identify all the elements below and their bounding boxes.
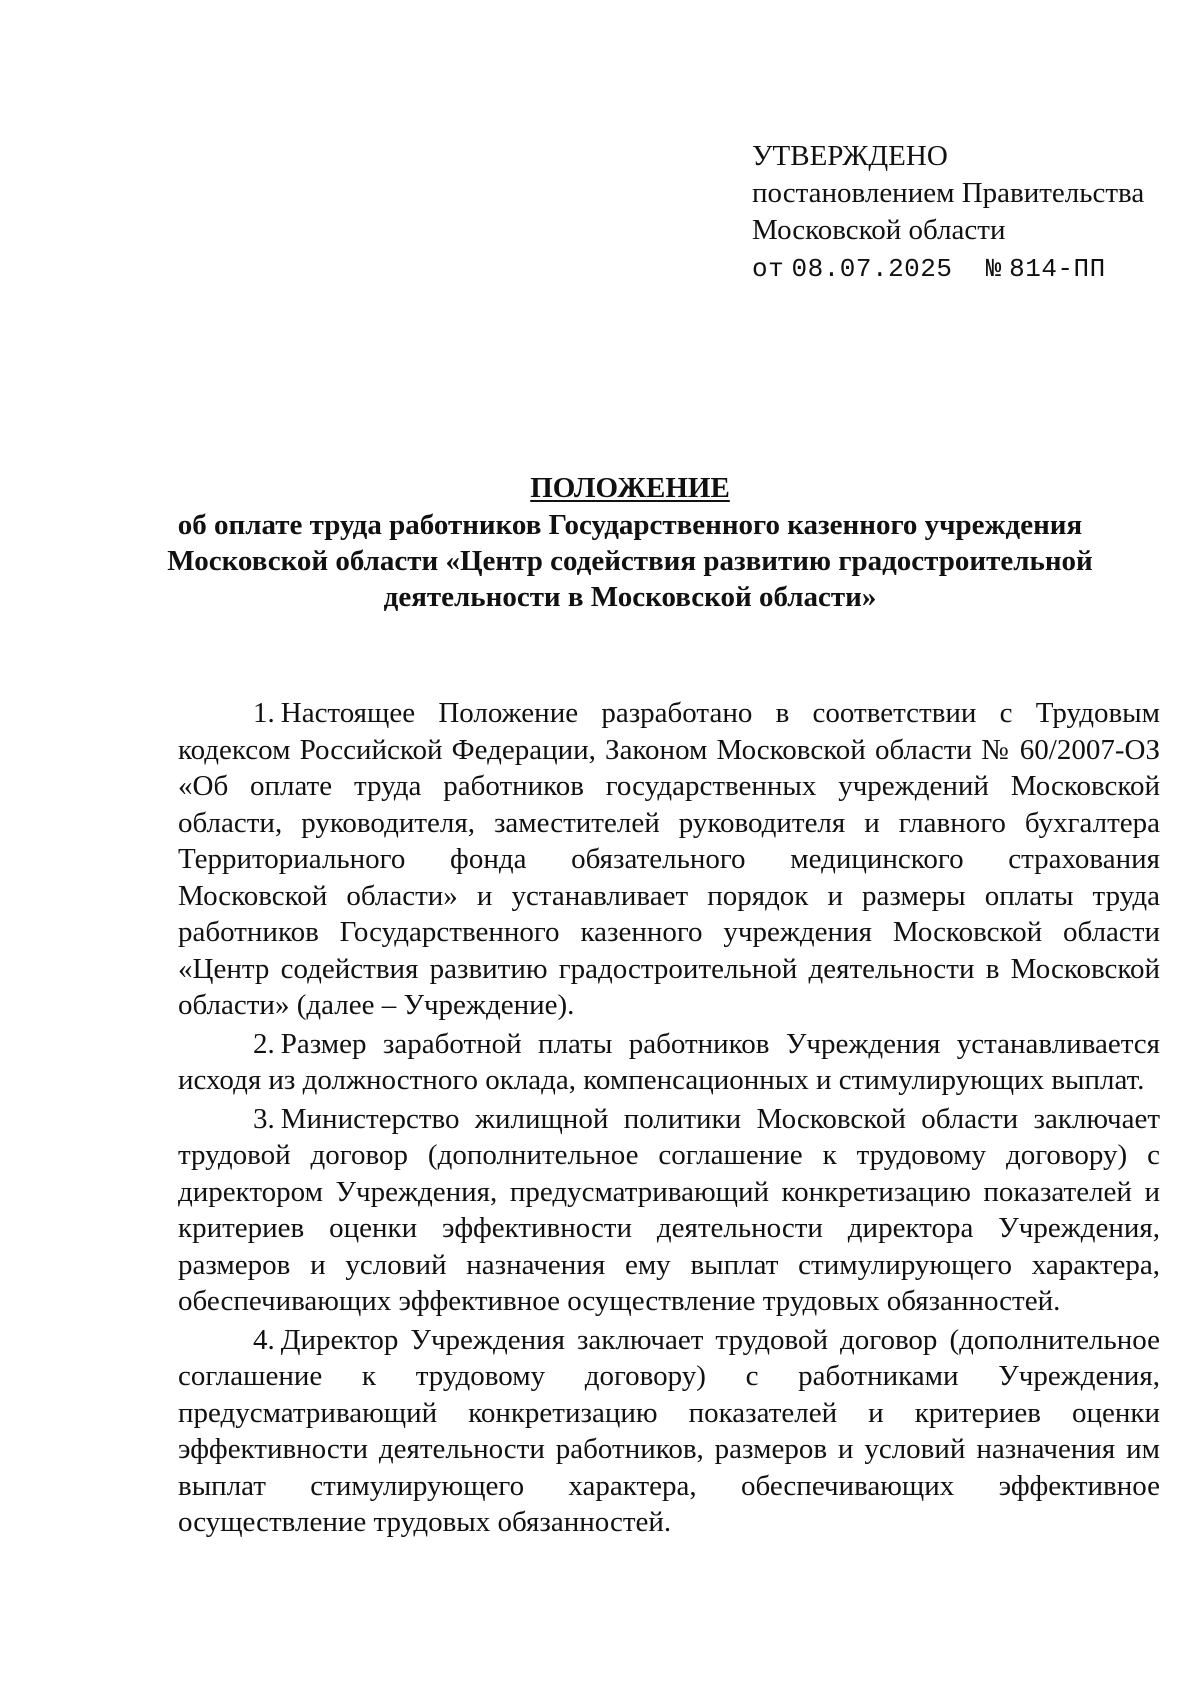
approval-number: 814-ПП bbox=[1009, 254, 1106, 284]
title-line-3: деятельности в Московской области» bbox=[383, 581, 877, 613]
approval-line-2: Московской области bbox=[752, 214, 1006, 246]
document-heading: ПОЛОЖЕНИЕ bbox=[530, 472, 730, 504]
approval-line-1: постановлением Правительства bbox=[752, 177, 1145, 209]
paragraph-text: Директор Учреждения заключает трудовой договор (дополнительное соглашение к трудовому договору) с работниками Учреждения, предусматривающий конкретизацию показателей и критериев оценки эффективности деятельности работников, размеров и условий назначения им выплат стимулирующего характера, обеспечивающих эффективное осуществление трудовых обязанностей. bbox=[178, 1323, 1160, 1538]
approval-title: УТВЕРЖДЕНО bbox=[752, 140, 948, 172]
paragraph-4 bbox=[178, 1322, 1160, 1541]
paragraph-1 bbox=[178, 695, 1160, 1024]
document-body bbox=[178, 695, 1160, 1543]
approval-date-number bbox=[752, 249, 1172, 288]
title-line-1: об оплате труда работников Государственного казенного учреждения bbox=[177, 509, 1083, 541]
approval-date: 08.07.2025 bbox=[791, 254, 953, 284]
document-title bbox=[150, 470, 1110, 615]
approval-number-label: № bbox=[985, 254, 1002, 284]
paragraph-text: Министерство жилищной политики Московской области заключает трудовой договор (дополнительное соглашение к трудовому договору) с директором Учреждения, предусматривающий конкретизацию показателей и критериев оценки эффективности деятельности директора Учреждения, размеров и условий назначения ему выплат стимулирующего характера, обеспечивающих эффективное осуществление трудовых обязанностей. bbox=[178, 1102, 1160, 1317]
paragraph-number: 4. bbox=[253, 1323, 275, 1356]
paragraph-number: 1. bbox=[253, 697, 275, 729]
approval-from-label: от bbox=[752, 254, 785, 284]
paragraph-3 bbox=[178, 1101, 1160, 1320]
title-line-2: Московской области «Центр содействия развитию градостроительной bbox=[167, 545, 1093, 577]
paragraph-number: 2. bbox=[253, 1027, 275, 1060]
paragraph-text: Настоящее Положение разработано в соответствии с Трудовым кодексом Российской Федерации, Законом Московской области № 60/2007-ОЗ «Об оплате труда работников государственных учреждений Московской области, руководителя, заместителей руководителя и главного бухгалтера Территориального фонда обязательного медицинского страхования Московской области» и устанавливает порядок и размеры оплаты труда работников Государственного казенного учреждения Московской области «Центр содействия развитию градостроительной деятельности в Московской области» (далее – Учреждение). bbox=[178, 697, 1160, 1021]
paragraph-number: 3. bbox=[253, 1102, 275, 1135]
paragraph-text: Размер заработной платы работников Учреждения устанавливается исходя из должностного оклада, компенсационных и стимулирующих выплат. bbox=[178, 1027, 1160, 1096]
paragraph-2 bbox=[178, 1026, 1160, 1099]
approval-stamp bbox=[752, 138, 1172, 288]
